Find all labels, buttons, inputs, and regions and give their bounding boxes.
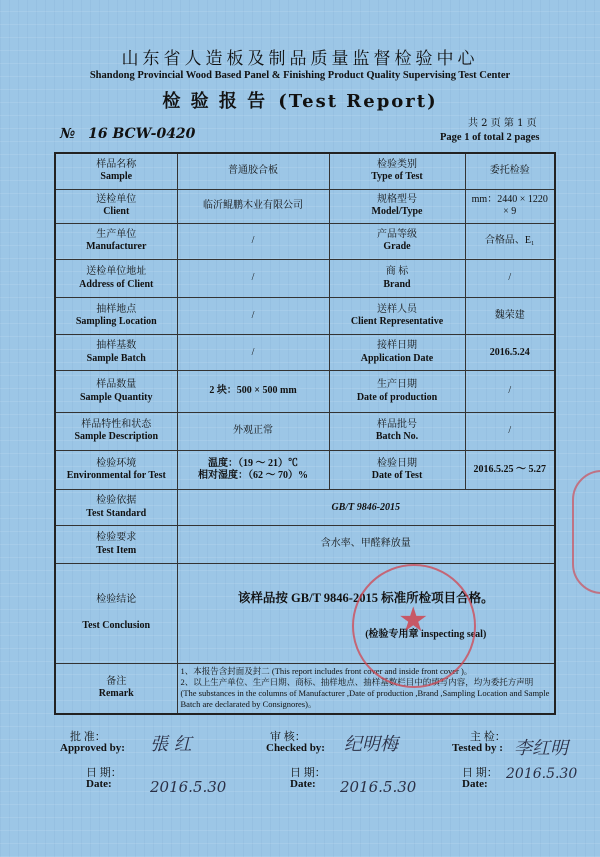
sample-quantity-label: 样品数量 Sample Quantity	[55, 371, 177, 412]
approved-en: Approved by:	[60, 742, 125, 754]
table-row	[55, 335, 555, 371]
checked-cn: 审 核：	[270, 731, 306, 743]
report-title	[0, 87, 600, 113]
pages-cn: 共 2 页 第 1 页	[468, 118, 537, 129]
remark-line-2: 2、以上生产单位、生产日期、商标、抽样地点、抽样基数栏目中的填写内容，均为委托方声明 (The substances in the columns of Manufacturer ,Date of production ,Brand ,Sampling Location and Sample Batch are declarated by Consignores)。	[180, 677, 550, 710]
model-label: 规格型号 Model/Type	[329, 189, 465, 223]
manufacturer-value: /	[177, 223, 329, 259]
pages-en: Page 1 of total 2 pages	[440, 132, 540, 143]
production-date-label: 生产日期 Date of production	[329, 371, 465, 412]
address-value: /	[177, 259, 329, 297]
report-title-en: (Test Report)	[278, 91, 438, 112]
batch-no-value: /	[465, 412, 555, 450]
sample-quantity-value: 2 块：500 × 500 mm	[177, 371, 329, 412]
table-row	[55, 563, 555, 663]
sampling-location-label: 抽样地点 Sampling Location	[55, 298, 177, 335]
brand-label: 商 标 Brand	[329, 259, 465, 297]
client-rep-value: 魏荣建	[465, 298, 555, 335]
remark-value	[177, 663, 555, 714]
brand-value: /	[465, 259, 555, 297]
remark-label: 备注 Remark	[55, 663, 177, 714]
report-no-value: 16 BCW-0420	[88, 126, 196, 142]
grade-value: 合格品、E₁	[465, 223, 555, 259]
center-title-cn: 山东省人造板及制品质量监督检验中心	[121, 49, 479, 69]
sample-description-value: 外观正常	[177, 412, 329, 450]
edge-seal	[572, 470, 600, 594]
table-row	[55, 526, 555, 563]
model-value: mm：2440 × 1220 × 9	[465, 189, 555, 223]
report-title-cn: 检 验 报 告	[162, 91, 268, 112]
sample-description-label: 样品特性和状态 Sample Description	[55, 412, 177, 450]
checked-date: 2016.5.30	[340, 778, 417, 796]
remark-line-1: 1、本报告含封面及封二 (This report includes front cover and inside front cover )。	[180, 666, 473, 677]
table-row	[55, 451, 555, 490]
tested-date-cn: 日 期：	[462, 767, 498, 779]
table-row	[55, 223, 555, 259]
table-row	[55, 412, 555, 450]
tested-date-en: Date:	[462, 778, 488, 790]
tested-date: 2016.5.30	[506, 766, 578, 782]
tested-en: Tested by :	[452, 742, 503, 754]
address-label: 送检单位地址 Address of Client	[55, 259, 177, 297]
batch-no-label: 样品批号 Batch No.	[329, 412, 465, 450]
grade-label: 产品等级 Grade	[329, 223, 465, 259]
approved-date-cn: 日 期：	[86, 767, 122, 779]
client-label: 送检单位 Client	[55, 189, 177, 223]
table-row	[55, 371, 555, 412]
checked-date-cn: 日 期：	[290, 767, 326, 779]
test-standard-label: 检验依据 Test Standard	[55, 490, 177, 526]
sample-value: 普通胶合板	[177, 153, 329, 189]
temperature-value: 温度：（19 ～ 21）℃	[208, 457, 298, 469]
test-item-label: 检验要求 Test Item	[55, 526, 177, 563]
conclusion-text: 该样品按 GB/T 9846-2015 标准所检项目合格。	[237, 591, 494, 606]
client-value: 临沂鲲鹏木业有限公司	[177, 189, 329, 223]
production-date-value: /	[465, 371, 555, 412]
sampling-location-value: /	[177, 298, 329, 335]
application-date-label: 接样日期 Application Date	[329, 335, 465, 371]
test-standard-value: GB/T 9846-2015	[177, 490, 555, 526]
application-date-value: 2016.5.24	[465, 335, 555, 371]
checked-date-en: Date:	[290, 778, 316, 790]
environment-label: 检验环境 Environmental for Test	[55, 451, 177, 490]
approved-cn: 批 准：	[70, 731, 106, 743]
number-symbol: №	[60, 126, 76, 142]
checked-signature: 纪明梅	[344, 734, 398, 755]
date-of-test-label: 检验日期 Date of Test	[329, 451, 465, 490]
checked-en: Checked by:	[266, 742, 325, 754]
tested-cn: 主 检：	[470, 731, 506, 743]
table-row	[55, 153, 555, 189]
client-rep-label: 送样人员 Client Representative	[329, 298, 465, 335]
table-row	[55, 663, 555, 714]
approved-date-en: Date:	[86, 778, 112, 790]
sample-batch-label: 抽样基数 Sample Batch	[55, 335, 177, 371]
manufacturer-label: 生产单位 Manufacturer	[55, 223, 177, 259]
table-row	[55, 298, 555, 335]
approved-date: 2016.5.30	[150, 778, 227, 796]
conclusion-label: 检验结论 Test Conclusion	[55, 563, 177, 663]
report-number	[60, 126, 195, 142]
type-of-test-label: 检验类别 Type of Test	[329, 153, 465, 189]
center-title-en: Shandong Provincial Wood Based Panel & Finishing Product Quality Supervising Test Center	[89, 70, 511, 81]
tested-signature: 李红明	[514, 738, 568, 759]
test-item-value: 含水率、甲醛释放量	[177, 526, 555, 563]
table-row	[55, 259, 555, 297]
report-table	[54, 152, 556, 715]
environment-value	[177, 451, 329, 490]
sample-label: 样品名称 Sample	[55, 153, 177, 189]
seal-star-icon: ★	[398, 600, 429, 640]
table-row	[55, 189, 555, 223]
approved-signature: 張 红	[150, 734, 192, 755]
type-of-test-value: 委托检验	[465, 153, 555, 189]
date-of-test-value: 2016.5.25 ～ 5.27	[465, 451, 555, 490]
humidity-value: 相对湿度：（62 ～ 70）%	[198, 470, 308, 482]
sample-batch-value: /	[177, 335, 329, 371]
table-row	[55, 490, 555, 526]
seal-note: (检验专用章 inspecting seal)	[365, 628, 487, 640]
